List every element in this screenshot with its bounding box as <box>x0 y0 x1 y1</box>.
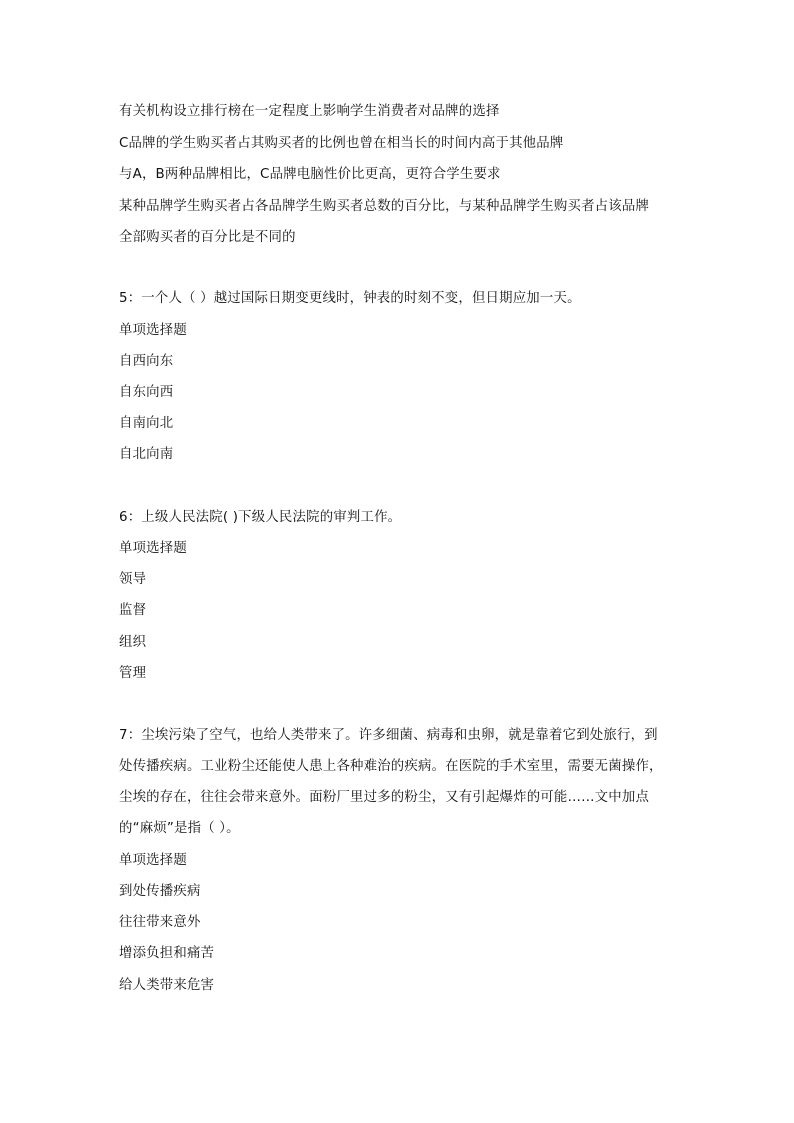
question-5-option: 自北向南 <box>119 447 174 462</box>
question-5-option: 自东向西 <box>119 385 174 400</box>
question-6-option: 监督 <box>119 603 147 618</box>
question-5-option: 自西向东 <box>119 354 174 369</box>
question-7-option: 增添负担和痛苦 <box>119 946 215 961</box>
question-7-type: 单项选择题 <box>119 853 187 868</box>
prev-option-line: 与A，B两种品牌相比，C品牌电脑性价比更高，更符合学生要求 <box>119 167 501 182</box>
question-7-stem-line: 7：尘埃污染了空气，也给人类带来了。许多细菌、病毒和虫卵，就是靠着它到处旅行，到 <box>119 728 658 743</box>
question-6-option: 管理 <box>119 666 147 681</box>
prev-option-line: 有关机构设立排行榜在一定程度上影响学生消费者对品牌的选择 <box>119 104 500 119</box>
question-5-option: 自南向北 <box>119 416 174 431</box>
question-6-option: 领导 <box>119 572 147 587</box>
question-7-stem-line: 处传播疾病。工业粉尘还能使人患上各种难治的疾病。在医院的手术室里，需要无菌操作， <box>119 759 663 774</box>
prev-option-line: C品牌的学生购买者占其购买者的比例也曾在相当长的时间内高于其他品牌 <box>119 136 564 151</box>
question-7-option: 给人类带来危害 <box>119 978 215 993</box>
question-6-stem: 6：上级人民法院( )下级人民法院的审判工作。 <box>119 510 402 525</box>
question-5-type: 单项选择题 <box>119 323 187 338</box>
prev-option-line: 某种品牌学生购买者占各品牌学生购买者总数的百分比，与某种品牌学生购买者占该品牌 <box>119 199 650 214</box>
question-5-stem: 5：一个人（ ）越过国际日期变更线时，钟表的时刻不变，但日期应加一天。 <box>119 291 581 306</box>
question-6-option: 组织 <box>119 635 147 650</box>
prev-option-line: 全部购买者的百分比是不同的 <box>119 230 296 245</box>
question-6-type: 单项选择题 <box>119 541 187 556</box>
question-7-option: 到处传播疾病 <box>119 884 201 899</box>
question-7-option: 往往带来意外 <box>119 915 201 930</box>
question-7-stem-line: 的“麻烦”是指（ ）。 <box>119 821 240 836</box>
question-7-stem-line: 尘埃的存在，往往会带来意外。面粉厂里过多的粉尘，又有引起爆炸的可能……文中加点 <box>119 790 650 805</box>
